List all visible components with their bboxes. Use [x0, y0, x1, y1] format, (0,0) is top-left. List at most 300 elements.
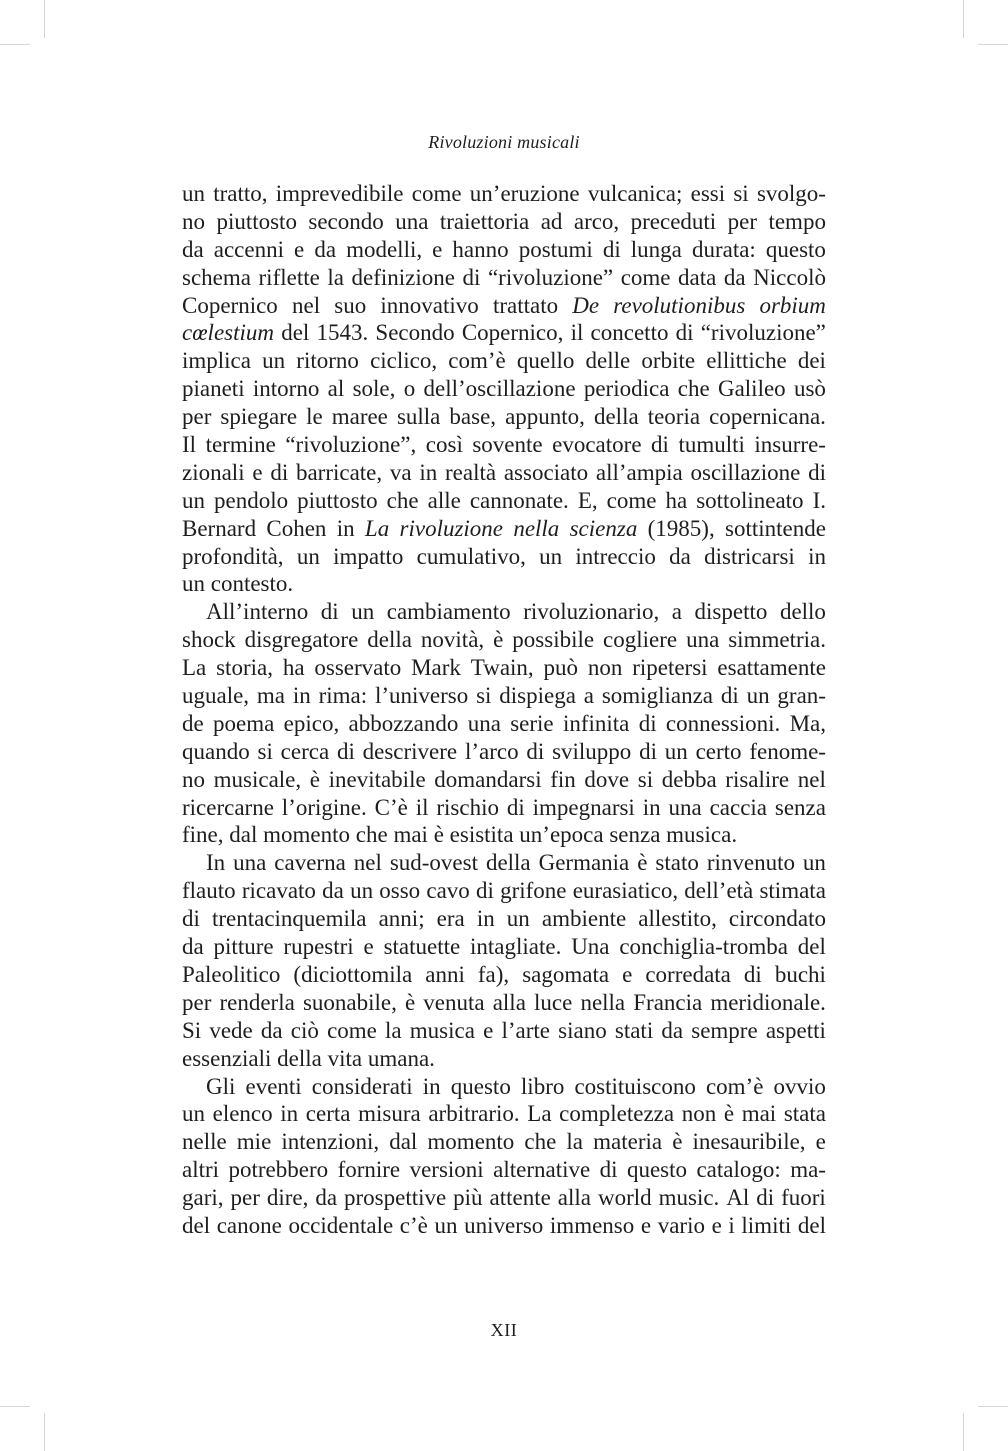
word: abbozzando: [348, 710, 459, 736]
word: base,: [449, 404, 497, 430]
word: vulcanica;: [587, 181, 683, 206]
word: cambiamento: [386, 599, 511, 625]
crop-mark: [44, 0, 45, 38]
word: che: [386, 487, 419, 513]
word: associato: [503, 459, 589, 485]
word: Copernico,: [461, 320, 564, 346]
word: sud-ovest: [389, 850, 478, 876]
word: rischio: [436, 794, 499, 820]
word: oscillazione: [690, 459, 801, 485]
text-line: [182, 375, 826, 403]
word: di: [639, 738, 657, 764]
word: All’interno: [206, 599, 309, 625]
word: mie: [236, 1129, 272, 1155]
word: ciclico,: [370, 348, 438, 374]
word: come: [411, 181, 462, 206]
word: una: [233, 850, 267, 876]
word: termine: [205, 432, 276, 458]
text-line: [182, 794, 826, 822]
word: alternative: [493, 1157, 591, 1183]
word: La: [182, 655, 207, 681]
word: della: [485, 850, 531, 876]
word: di: [599, 1157, 618, 1183]
word: in: [419, 459, 438, 485]
word: somiglianza: [601, 683, 713, 709]
text-line: [182, 766, 826, 794]
word: elenco: [212, 1101, 273, 1127]
word: in: [422, 1073, 441, 1099]
word: lunga: [630, 236, 682, 262]
word: traiettoria: [439, 208, 530, 234]
word: una: [395, 208, 429, 234]
word: è: [433, 822, 444, 848]
word: tratto,: [213, 181, 268, 206]
text-line: [182, 236, 826, 264]
word: tumulti: [678, 432, 745, 458]
word: meridionale.: [710, 989, 826, 1015]
word: trentacinquemila: [211, 906, 367, 932]
word: Una: [571, 934, 610, 960]
word: dello: [779, 599, 826, 625]
word: per: [182, 989, 212, 1015]
word: uguale,: [182, 683, 250, 709]
word: un: [802, 850, 826, 876]
word: teoria: [647, 404, 701, 430]
word: di: [462, 264, 481, 290]
running-head: Rivoluzioni musicali: [428, 132, 580, 152]
word: piuttosto: [216, 208, 297, 234]
word: debba: [661, 766, 717, 792]
word: fine,: [182, 822, 224, 848]
word: di: [602, 236, 621, 262]
word: universo: [464, 1212, 544, 1238]
word: eventi: [245, 1073, 302, 1099]
word: e: [252, 459, 263, 485]
word: poema: [213, 710, 275, 736]
word: Copernico: [182, 292, 278, 318]
word: che: [677, 376, 710, 402]
word: l’origine.: [281, 794, 367, 820]
text-line: [182, 319, 826, 347]
text-line: [182, 208, 826, 236]
word: “rivoluzione”,: [285, 432, 417, 458]
word: risalire: [725, 766, 790, 792]
word: intorno: [252, 376, 320, 402]
word: secondo: [308, 208, 384, 234]
word: si: [476, 683, 492, 709]
word: no: [182, 766, 205, 792]
word: limiti: [741, 1212, 792, 1238]
word: si: [257, 738, 273, 764]
word: ma-: [790, 1157, 826, 1183]
word: materia: [593, 1129, 663, 1155]
word: da: [322, 878, 344, 904]
word: dal: [389, 1129, 418, 1155]
word: un: [296, 543, 320, 569]
word: fuori: [781, 1185, 826, 1211]
word: serie: [510, 710, 554, 736]
word: intenzioni,: [281, 1129, 380, 1155]
word: ciò: [290, 1017, 319, 1043]
word: barricate,: [295, 459, 383, 485]
word: in: [642, 794, 661, 820]
text-line: [182, 682, 826, 710]
word: un: [351, 599, 375, 625]
word: e: [815, 1129, 826, 1155]
word: occidentale: [288, 1212, 394, 1238]
word: del: [182, 1212, 211, 1238]
word: del: [281, 320, 310, 346]
text-line: [182, 487, 826, 515]
word: sovente: [472, 432, 543, 458]
word: osso: [379, 878, 421, 904]
word: può: [543, 655, 579, 681]
word: caverna: [274, 850, 346, 876]
word: Germania: [538, 850, 630, 876]
word: storia,: [216, 655, 273, 681]
text-line: [182, 933, 826, 961]
word: implica: [182, 348, 251, 374]
text-line: [182, 877, 826, 905]
word: di: [320, 599, 339, 625]
word: siano: [558, 1017, 607, 1043]
text-line: [182, 1017, 826, 1045]
word: questo: [626, 1157, 688, 1183]
word: un: [182, 1101, 205, 1127]
word: a: [583, 683, 594, 709]
word: ha: [665, 487, 688, 513]
word: postumi: [518, 236, 593, 262]
word: circondato: [728, 906, 826, 932]
word: un: [434, 1212, 458, 1238]
word: shock: [182, 627, 236, 653]
word: revolutionibus: [613, 292, 746, 318]
word: per: [230, 1185, 260, 1211]
word: essi: [690, 181, 726, 206]
word: in: [476, 906, 495, 932]
word: le: [306, 404, 323, 430]
word: spiegare: [220, 404, 298, 430]
word: dell’oscillazione: [423, 376, 576, 402]
word: una: [686, 627, 720, 653]
word: un: [182, 487, 205, 513]
word: una: [467, 710, 501, 736]
word: il: [415, 794, 429, 820]
word: umana.: [367, 1045, 435, 1071]
word: durata:: [691, 236, 756, 262]
word: piuttosto: [297, 487, 378, 513]
text-line: [182, 403, 826, 431]
word: in: [808, 543, 826, 569]
word: per: [727, 208, 758, 234]
word: Gli: [206, 1073, 236, 1099]
word: La: [364, 515, 390, 541]
word: gran-: [777, 683, 826, 709]
word: la: [566, 1129, 584, 1155]
word: rivoluzionario,: [523, 599, 660, 625]
word: del: [797, 1212, 826, 1238]
word: musicale,: [213, 766, 302, 792]
crop-mark: [963, 0, 964, 38]
word: l’arte: [501, 1017, 550, 1043]
word: anni;: [378, 906, 425, 932]
word: rupestri: [283, 934, 354, 960]
word: e: [432, 236, 443, 262]
word: caccia: [709, 794, 767, 820]
word: intreccio: [575, 543, 656, 569]
word: dei: [797, 348, 826, 374]
word: questo: [765, 236, 826, 262]
word: un: [262, 348, 286, 374]
word: per: [182, 404, 212, 430]
word: alla: [557, 1185, 591, 1211]
word: alle: [427, 487, 461, 513]
word: ambiente: [541, 906, 627, 932]
word: gari,: [182, 1185, 224, 1211]
word: osservato: [314, 655, 402, 681]
word: rima:: [318, 683, 368, 709]
word: certo: [695, 738, 742, 764]
word: suonabile,: [302, 989, 397, 1015]
word: versioni: [409, 1157, 484, 1183]
word: da: [314, 236, 337, 262]
word: nel: [353, 850, 382, 876]
word: music.: [658, 1185, 720, 1211]
word: la: [385, 1017, 402, 1043]
word: senza: [774, 794, 826, 820]
word: da: [661, 1017, 684, 1043]
word: questo: [450, 1073, 511, 1099]
word: stati: [614, 1017, 654, 1043]
word: nel: [797, 766, 826, 792]
word: anni: [425, 961, 465, 987]
word: ellittiche: [706, 348, 787, 374]
word: essenziali: [182, 1045, 272, 1071]
text-line: [182, 347, 826, 375]
text-line: [182, 654, 826, 682]
word: impegnarsi: [532, 794, 635, 820]
word: intagliate.: [470, 934, 562, 960]
body-text: [182, 180, 826, 1240]
word: renderla: [219, 989, 295, 1015]
text-line: [182, 849, 826, 877]
word: profondità,: [182, 543, 284, 569]
word: Il: [182, 432, 197, 458]
word: nella: [580, 989, 626, 1015]
word: di: [756, 1185, 775, 1211]
word: pianeti: [182, 376, 245, 402]
word: da: [723, 264, 746, 290]
word: Si: [182, 1017, 202, 1043]
word: impatto: [333, 543, 404, 569]
word: cannonate.: [469, 487, 569, 513]
word: data: [678, 264, 717, 290]
text-line: [182, 264, 826, 292]
word: si: [637, 766, 654, 792]
word: musica: [409, 1017, 475, 1043]
word: Paleolitico: [182, 961, 281, 987]
word: stimata: [759, 878, 826, 904]
word: eurasiatico,: [572, 878, 679, 904]
word: che: [524, 1129, 557, 1155]
word: inesauribile,: [692, 1129, 806, 1155]
word: Galileo: [717, 376, 786, 402]
word: Francia: [633, 989, 703, 1015]
word: c’è: [399, 1212, 428, 1238]
word: come: [606, 487, 657, 513]
word: più: [453, 1185, 483, 1211]
word: il: [570, 320, 584, 346]
word: quando: [182, 738, 250, 764]
word: contesto.: [210, 571, 294, 597]
text-line: [182, 180, 826, 208]
word: un’eruzione: [469, 181, 580, 206]
word: Twain,: [470, 655, 534, 681]
word: com’è: [705, 1073, 764, 1099]
word: costituiscono: [574, 1073, 696, 1099]
word: è: [493, 627, 504, 653]
word: ma: [256, 683, 286, 709]
word: di: [526, 738, 545, 764]
word: accenni: [213, 236, 284, 262]
word: alla: [492, 989, 526, 1015]
word: è: [404, 989, 416, 1015]
word: come: [327, 1017, 377, 1043]
word: è: [723, 1101, 735, 1127]
word: vede: [209, 1017, 253, 1043]
word: (diciottomila: [293, 961, 413, 987]
word: preceduti: [630, 208, 717, 234]
word: imprevedibile: [275, 181, 404, 206]
word: statuette: [383, 934, 461, 960]
text-line: [182, 710, 826, 738]
word: di: [720, 683, 739, 709]
word: di: [506, 794, 525, 820]
word: in: [336, 515, 355, 541]
word: Niccolò: [753, 264, 826, 290]
word: sole,: [352, 376, 396, 402]
word: dove: [584, 766, 630, 792]
text-line: [182, 1100, 826, 1128]
word: di: [675, 320, 694, 346]
word: 1543.: [316, 320, 369, 346]
word: dispiega: [499, 683, 576, 709]
text-line: [182, 570, 826, 598]
word: così: [425, 432, 463, 458]
crop-mark: [963, 1413, 964, 1451]
word: cœlestium: [182, 320, 274, 346]
word: periodica: [583, 376, 670, 402]
word: possibile: [512, 627, 595, 653]
word: districarsi: [704, 543, 795, 569]
word: di: [743, 961, 762, 987]
word: zionali: [182, 459, 245, 485]
word: hanno: [452, 236, 509, 262]
word: cerca: [280, 738, 330, 764]
word: ovvio: [773, 1073, 826, 1099]
word: un: [506, 906, 530, 932]
word: non: [587, 655, 623, 681]
word: attente: [489, 1185, 551, 1211]
word: potrebbero: [228, 1157, 329, 1183]
word: e: [622, 961, 633, 987]
word: disgregatore: [244, 627, 359, 653]
text-line: [182, 1073, 826, 1101]
word: I.: [812, 487, 826, 513]
word: o: [403, 376, 416, 402]
word: all’ampia: [595, 459, 683, 485]
word: vita: [327, 1045, 363, 1071]
word: è: [672, 1129, 683, 1155]
word: la: [327, 264, 344, 290]
word: (1985),: [647, 515, 715, 541]
word: sviluppo: [552, 738, 632, 764]
word: In: [206, 850, 226, 876]
word: di: [651, 432, 669, 458]
word: modelli,: [346, 236, 423, 262]
word: l’universo: [374, 683, 469, 709]
word: di: [336, 738, 355, 764]
word: un: [350, 878, 374, 904]
word: del: [797, 934, 826, 960]
word: grifone: [500, 878, 567, 904]
word: e: [640, 1212, 652, 1238]
text-line: [182, 543, 826, 571]
word: trattato: [492, 292, 559, 318]
word: riflette: [258, 264, 320, 290]
text-line: [182, 905, 826, 933]
text-line: [182, 598, 826, 626]
word: al: [327, 376, 345, 402]
word: fenome-: [749, 738, 826, 764]
word: epico,: [283, 710, 340, 736]
word: flauto: [182, 878, 236, 904]
crop-mark: [0, 44, 30, 45]
word: fornire: [337, 1157, 401, 1183]
word: tempo: [768, 208, 826, 234]
word: descrivere: [362, 738, 458, 764]
word: no: [182, 208, 205, 234]
word: esattamente: [717, 655, 826, 681]
word: misura: [358, 1101, 421, 1127]
word: da: [182, 236, 204, 262]
word: simmetria.: [728, 627, 826, 653]
word: l’arco: [464, 738, 519, 764]
word: esistita: [449, 822, 514, 848]
word: dire,: [266, 1185, 309, 1211]
word: Cohen: [266, 515, 327, 541]
word: Mark: [411, 655, 461, 681]
word: de: [182, 710, 204, 736]
word: mai: [393, 822, 428, 848]
word: ricercarne: [182, 794, 274, 820]
word: sempre: [691, 1017, 758, 1043]
word: certa: [305, 1101, 351, 1127]
word: da: [669, 543, 691, 569]
word: un: [664, 738, 688, 764]
word: un: [182, 571, 205, 597]
word: realtà: [445, 459, 497, 485]
crop-mark: [0, 1406, 30, 1407]
word: che: [355, 822, 388, 848]
word: schema: [182, 264, 251, 290]
word: allestito,: [638, 906, 717, 932]
word: orbite: [641, 348, 696, 374]
crop-mark: [978, 1406, 1008, 1407]
word: De: [572, 292, 600, 318]
word: di: [182, 906, 200, 932]
word: prospettive: [344, 1185, 447, 1211]
